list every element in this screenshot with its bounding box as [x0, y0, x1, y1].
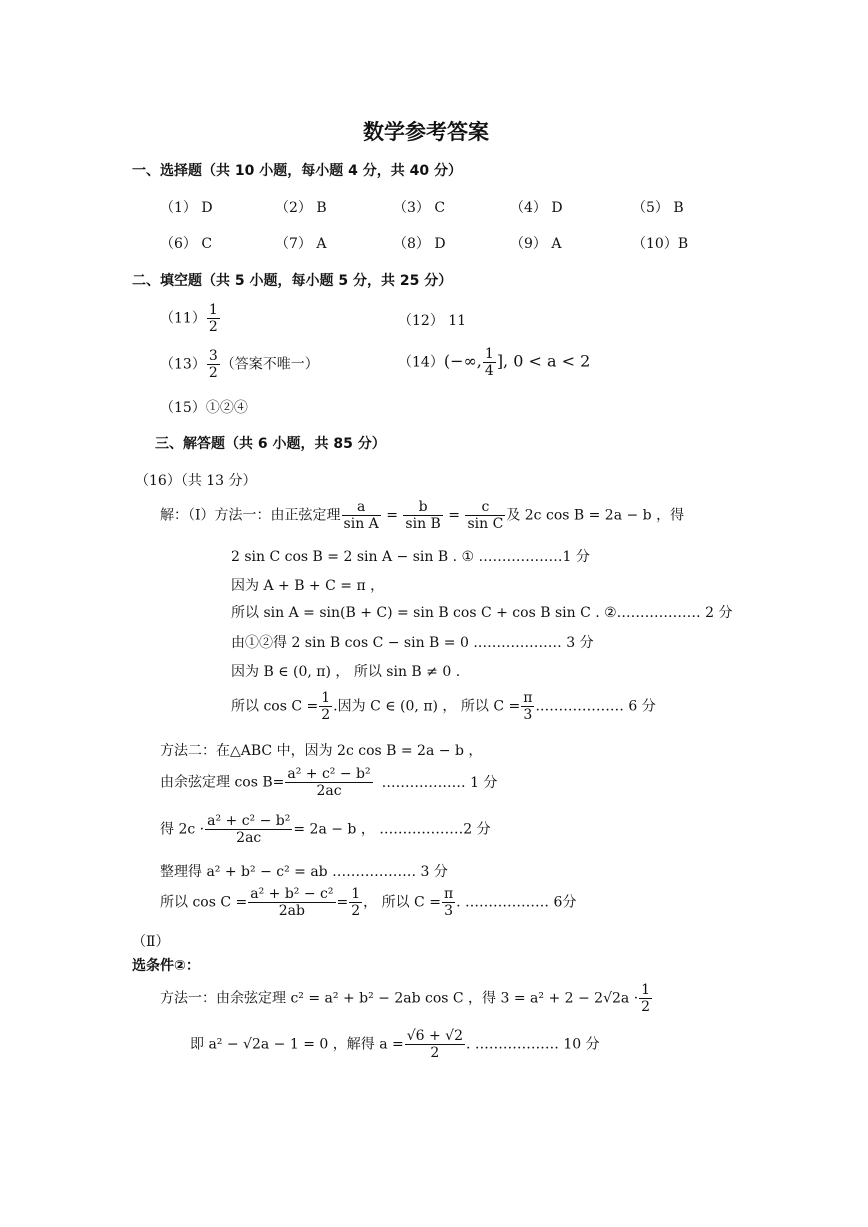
solution-line: 所以 sin A = sin(B + C) = sin B cos C + cos B sin C . ②……………… 2 分: [231, 605, 733, 621]
fraction: $\frac{c}{\text{sin C}}$: [467, 499, 504, 532]
method2-line: 由余弦定理 cos B= $\frac{\text{a² + c² − b²}}{2ac}$ ……………… 1 分: [160, 766, 498, 799]
answer-item: （7） A: [275, 236, 327, 252]
answer-item: （1） D: [160, 200, 213, 216]
fraction: $\frac{1}{4}$: [484, 346, 494, 379]
fraction: $\frac{1}{2}$: [641, 982, 651, 1015]
solution-line: 因为 B ∈ (0, π) ， 所以 sin B ≠ 0 .: [231, 664, 461, 680]
fraction: $\frac{a}{\text{sin A}}$: [343, 499, 379, 532]
answer-q14: [398, 346, 590, 379]
method2-intro: 方法二：在△ABC 中，因为 2c cos B = 2a − b ，: [160, 743, 483, 759]
solution-line: 2 sin C cos B = 2 sin A − sin B . ① ………………1 分: [231, 549, 590, 565]
answer-item: （9） A: [510, 236, 562, 252]
answer-item: （10）B: [632, 236, 689, 252]
fraction: $\frac{√6 + √2}{2}$: [406, 1028, 464, 1061]
answer-q11: [160, 302, 221, 335]
method2-line: 所以 cos C = $\frac{\text{a² + b² − c²}}{2ab}$ = $\frac{1}{2}$ ， 所以 C = $\frac{\pi}{3}$ . ……………… 6分: [160, 886, 577, 919]
fraction: $\frac{b}{\text{sin B}}$: [405, 499, 441, 532]
q13-label: （13）: [160, 356, 206, 373]
condition-line: 方法一：由余弦定理 c² = a² + b² − 2ab cos C ，得 3 = a² + 2 − 2√2a · $\frac{1}{2}$: [160, 982, 651, 1015]
part-2-label: （Ⅱ）: [132, 934, 170, 950]
q14-pre: (−∞,: [443, 351, 482, 371]
fraction: $\frac{\text{a² + c² − b²}}{2ac}$: [287, 766, 371, 799]
fraction: $\frac{1}{2}$: [321, 690, 331, 723]
answer-item: （2） B: [275, 200, 327, 216]
method1-intro: 解：（Ⅰ）方法一：由正弦定理 $\frac{a}{\text{sin A}}$ = $\frac{b}{\text{sin B}}$ = $\frac{c}{\text{sin C}}$ 及 2c cos B = 2a − b ，得: [160, 499, 685, 532]
answer-q15: （15）①②④: [160, 400, 248, 416]
answer-item: （5） B: [632, 200, 684, 216]
solution-line: 所以 cos C = $\frac{1}{2}$ .因为 C ∈ (0, π) ， 所以 C = $\frac{\pi}{3}$ .……………… 6 分: [231, 690, 656, 723]
answer-item: （8） D: [393, 236, 446, 252]
fraction: $\frac{1}{2}$: [351, 886, 361, 919]
answer-q12: （12） 11: [398, 313, 467, 329]
fraction: $\frac{1}{2}$: [208, 302, 218, 335]
answer-item: （3） C: [393, 200, 446, 216]
question-16-header: （16）（共 13 分）: [135, 473, 257, 489]
page-title: 数学参考答案: [363, 120, 489, 144]
solution-line: 因为 A + B + C = π ，: [231, 578, 385, 594]
method2-line: 整理得 a² + b² − c² = ab ……………… 3 分: [160, 864, 448, 880]
fraction: $\frac{\text{a² + b² − c²}}{2ab}$: [250, 886, 334, 919]
q11-label: （11）: [160, 310, 206, 327]
solution-line: 由①②得 2 sin B cos C − sin B = 0 .……………… 3 分: [231, 635, 594, 651]
condition-line: 即 a² − √2a − 1 = 0 ，解得 a = $\frac{√6 + √2}{2}$ . ……………… 10 分: [190, 1028, 600, 1061]
q14-post: ], 0 < a < 2: [496, 351, 591, 371]
section-heading-choice: 一、选择题（共 10 小题，每小题 4 分，共 40 分）: [132, 163, 462, 179]
fraction: $\frac{\pi}{3}$: [523, 690, 533, 723]
section-heading-fill: 二、填空题（共 5 小题，每小题 5 分，共 25 分）: [132, 273, 453, 289]
section-heading-solve: 三、解答题（共 6 小题，共 85 分）: [155, 436, 386, 452]
condition-label: 选条件②：: [132, 958, 200, 974]
answer-item: （6） C: [160, 236, 213, 252]
answer-item: （4） D: [510, 200, 563, 216]
fraction: $\frac{\text{a² + c² − b²}}{2ac}$: [207, 813, 291, 846]
fraction: $\frac{3}{2}$: [208, 348, 218, 381]
answer-q13: [160, 348, 319, 381]
method2-line: 得 2c · $\frac{\text{a² + c² − b²}}{2ac}$ = 2a − b ， ………………2 分: [160, 813, 491, 846]
q13-note: （答案不唯一）: [220, 356, 319, 373]
fraction: $\frac{\pi}{3}$: [443, 886, 454, 919]
q14-label: （14）: [398, 354, 444, 371]
